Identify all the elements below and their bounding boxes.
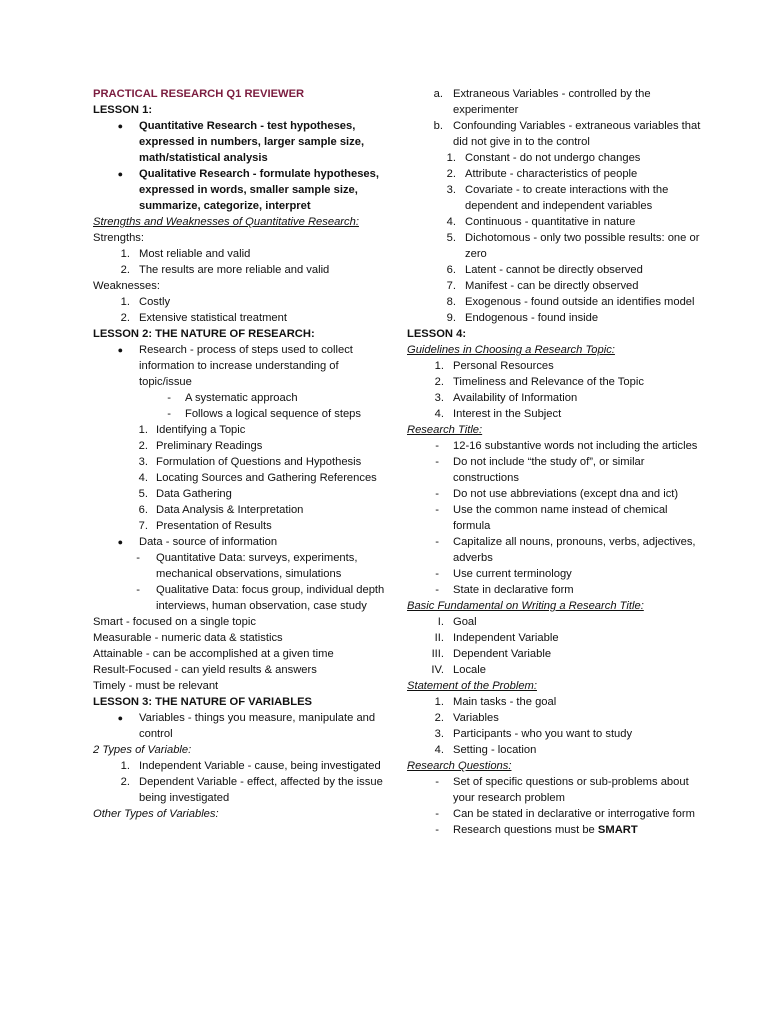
right-column — [407, 86, 707, 838]
text-line — [93, 742, 393, 758]
line-text: Most reliable and valid — [139, 248, 251, 260]
line-text: The results are more reliable and valid — [139, 264, 330, 276]
list-item — [407, 806, 707, 822]
list-marker: - — [136, 552, 140, 564]
list-item — [93, 758, 393, 774]
list-marker: 1. — [446, 152, 456, 164]
list-marker: 1. — [120, 760, 130, 772]
line-text: LESSON 1: — [93, 104, 153, 116]
list-item — [407, 502, 707, 534]
list-item — [407, 374, 707, 390]
list-marker: a. — [433, 88, 443, 100]
list-item — [93, 502, 393, 518]
list-item — [407, 214, 707, 230]
list-item — [93, 406, 393, 422]
line-text: Research Questions: — [407, 760, 512, 772]
list-item — [407, 662, 707, 678]
list-marker: 2. — [434, 712, 444, 724]
line-text: Timely - must be relevant — [93, 680, 219, 692]
list-marker: b. — [433, 120, 443, 132]
list-marker: - — [435, 824, 439, 836]
list-marker: - — [167, 392, 171, 404]
text-line — [93, 662, 393, 678]
line-text: Basic Fundamental on Writing a Research Title: — [407, 600, 644, 612]
line-text: Can be stated in declarative or interrogative form — [453, 808, 695, 820]
line-text: Qualitative Research - formulate hypotheses, expressed in words, smaller sample size, summarize, categorize, interpret — [139, 168, 379, 212]
list-item — [407, 278, 707, 294]
text-line — [93, 694, 393, 710]
list-item — [407, 486, 707, 502]
line-text: Dichotomous - only two possible results: one or zero — [465, 232, 700, 260]
list-marker: - — [435, 488, 439, 500]
line-text: Research questions must be SMART — [453, 824, 638, 836]
list-item — [93, 166, 393, 214]
line-text: Covariate - to create interactions with the dependent and independent variables — [465, 184, 669, 212]
line-text: Data - source of information — [139, 536, 278, 548]
text-line — [407, 422, 707, 438]
line-text: Do not include “the study of”, or similar constructions — [453, 456, 645, 484]
line-text: Measurable - numeric data & statistics — [93, 632, 283, 644]
text-line — [93, 678, 393, 694]
list-item — [407, 294, 707, 310]
line-text: Dependent Variable — [453, 648, 552, 660]
text-line — [93, 86, 393, 102]
list-marker: 5. — [446, 232, 456, 244]
text-line — [407, 326, 707, 342]
list-item — [93, 390, 393, 406]
list-item — [93, 774, 393, 806]
list-marker: - — [435, 568, 439, 580]
line-text: Locale — [453, 664, 486, 676]
list-marker: 4. — [434, 408, 444, 420]
list-marker: 2. — [120, 776, 130, 788]
list-marker: ● — [117, 169, 123, 179]
list-marker: 4. — [446, 216, 456, 228]
list-item — [407, 230, 707, 262]
line-text: Continuous - quantitative in nature — [465, 216, 636, 228]
line-text: Quantitative Data: surveys, experiments, mechanical observations, simulations — [156, 552, 358, 580]
line-text: Do not use abbreviations (except dna and ict) — [453, 488, 679, 500]
text-line — [93, 614, 393, 630]
list-item — [93, 262, 393, 278]
line-text: Follows a logical sequence of steps — [185, 408, 361, 420]
line-text: Goal — [453, 616, 477, 628]
line-text: Setting - location — [453, 744, 537, 756]
list-marker: 1. — [434, 360, 444, 372]
list-marker: 2. — [434, 376, 444, 388]
line-text: Personal Resources — [453, 360, 554, 372]
list-item — [407, 166, 707, 182]
line-text: Constant - do not undergo changes — [465, 152, 641, 164]
line-text: Manifest - can be directly observed — [465, 280, 639, 292]
list-marker: IV. — [431, 664, 444, 676]
line-text: Timeliness and Relevance of the Topic — [453, 376, 644, 388]
list-item — [93, 294, 393, 310]
line-text: Availability of Information — [453, 392, 578, 404]
list-marker: - — [435, 584, 439, 596]
line-text: PRACTICAL RESEARCH Q1 REVIEWER — [93, 88, 305, 100]
line-text: Variables - things you measure, manipulate and control — [139, 712, 376, 740]
list-item — [407, 726, 707, 742]
list-marker: 2. — [120, 264, 130, 276]
list-item — [407, 710, 707, 726]
line-text: Smart - focused on a single topic — [93, 616, 256, 628]
list-item — [93, 582, 393, 614]
list-item — [407, 150, 707, 166]
line-text: A systematic approach — [185, 392, 298, 404]
list-marker: ● — [117, 713, 123, 723]
line-text: Qualitative Data: focus group, individual depth interviews, human observation, case study — [156, 584, 385, 612]
line-text: Interest in the Subject — [453, 408, 562, 420]
list-marker: 3. — [446, 184, 456, 196]
list-item — [93, 534, 393, 550]
list-item — [93, 486, 393, 502]
line-text: 12-16 substantive words not including the articles — [453, 440, 698, 452]
list-marker: - — [435, 504, 439, 516]
line-text: Variables — [453, 712, 499, 724]
list-marker: 2. — [120, 312, 130, 324]
text-line — [407, 678, 707, 694]
left-column — [93, 86, 393, 822]
list-marker: - — [435, 776, 439, 788]
list-item — [407, 118, 707, 150]
list-marker: 7. — [138, 520, 148, 532]
line-text: Participants - who you want to study — [453, 728, 633, 740]
list-marker: 6. — [138, 504, 148, 516]
line-text: 2 Types of Variable: — [93, 744, 192, 756]
list-marker: 4. — [138, 472, 148, 484]
line-text: Strengths and Weaknesses of Quantitative Research: — [93, 216, 359, 228]
line-text: Confounding Variables - extraneous variables that did not give in to the control — [453, 120, 701, 148]
list-item — [93, 454, 393, 470]
list-item — [407, 630, 707, 646]
line-text: State in declarative form — [453, 584, 574, 596]
line-text: Preliminary Readings — [156, 440, 263, 452]
list-marker: - — [435, 456, 439, 468]
text-line — [93, 806, 393, 822]
list-marker: II. — [434, 632, 444, 644]
text-line — [93, 102, 393, 118]
line-text: Set of specific questions or sub-problems about your research problem — [453, 776, 689, 804]
list-item — [407, 742, 707, 758]
list-item — [93, 422, 393, 438]
list-item — [407, 406, 707, 422]
list-marker: - — [435, 808, 439, 820]
list-item — [407, 534, 707, 566]
line-text: Extraneous Variables - controlled by the experimenter — [453, 88, 651, 116]
list-item — [407, 86, 707, 118]
list-item — [407, 310, 707, 326]
list-marker: 1. — [138, 424, 148, 436]
line-text: Other Types of Variables: — [93, 808, 219, 820]
list-item — [93, 310, 393, 326]
list-item — [93, 470, 393, 486]
list-item — [407, 582, 707, 598]
list-marker: 3. — [434, 728, 444, 740]
line-text: Data Analysis & Interpretation — [156, 504, 304, 516]
list-item — [407, 262, 707, 278]
list-marker: III. — [431, 648, 444, 660]
list-item — [407, 438, 707, 454]
list-marker: 1. — [120, 296, 130, 308]
list-item — [93, 710, 393, 742]
line-text: Capitalize all nouns, pronouns, verbs, adjectives, adverbs — [453, 536, 696, 564]
list-marker: 5. — [138, 488, 148, 500]
line-text: Use current terminology — [453, 568, 572, 580]
list-marker: 1. — [120, 248, 130, 260]
text-line — [407, 342, 707, 358]
line-text: Formulation of Questions and Hypothesis — [156, 456, 362, 468]
line-text: Locating Sources and Gathering References — [156, 472, 377, 484]
line-text: Extensive statistical treatment — [139, 312, 287, 324]
list-marker: 6. — [446, 264, 456, 276]
line-text: Data Gathering — [156, 488, 232, 500]
list-marker: 4. — [434, 744, 444, 756]
text-line — [407, 758, 707, 774]
text-line — [93, 326, 393, 342]
list-marker: 9. — [446, 312, 456, 324]
list-marker: 8. — [446, 296, 456, 308]
line-text: Dependent Variable - effect, affected by the issue being investigated — [139, 776, 383, 804]
list-item — [407, 566, 707, 582]
line-text: Strengths: — [93, 232, 144, 244]
list-item — [407, 454, 707, 486]
list-marker: - — [136, 584, 140, 596]
line-text: Latent - cannot be directly observed — [465, 264, 643, 276]
emphasis: SMART — [597, 824, 638, 836]
list-item — [93, 518, 393, 534]
line-text: LESSON 4: — [407, 328, 467, 340]
line-text: Exogenous - found outside an identifies model — [465, 296, 695, 308]
line-text: Use the common name instead of chemical formula — [453, 504, 668, 532]
list-item — [407, 614, 707, 630]
list-marker: 3. — [138, 456, 148, 468]
text-line — [93, 230, 393, 246]
line-text: Costly — [139, 296, 171, 308]
list-item — [93, 550, 393, 582]
text-line — [93, 630, 393, 646]
line-text: Identifying a Topic — [156, 424, 246, 436]
list-item — [407, 358, 707, 374]
list-item — [407, 822, 707, 838]
list-item — [93, 118, 393, 166]
line-text: Statement of the Problem: — [407, 680, 537, 692]
list-marker: I. — [437, 616, 444, 628]
line-text: Attribute - characteristics of people — [465, 168, 638, 180]
line-text: Attainable - can be accomplished at a given time — [93, 648, 334, 660]
line-text: Independent Variable - cause, being investigated — [139, 760, 381, 772]
list-marker: ● — [117, 345, 123, 355]
text-line — [407, 598, 707, 614]
list-item — [407, 694, 707, 710]
list-item — [93, 438, 393, 454]
list-marker: 2. — [446, 168, 456, 180]
list-marker: 2. — [138, 440, 148, 452]
list-marker: - — [435, 440, 439, 452]
list-item — [407, 390, 707, 406]
list-item — [93, 342, 393, 390]
line-text: Guidelines in Choosing a Research Topic: — [407, 344, 615, 356]
list-marker: - — [167, 408, 171, 420]
line-text: Research Title: — [407, 424, 483, 436]
line-text: Independent Variable — [453, 632, 559, 644]
text-line — [93, 214, 393, 230]
list-item — [407, 646, 707, 662]
line-text: Endogenous - found inside — [465, 312, 599, 324]
list-marker: 7. — [446, 280, 456, 292]
list-marker: ● — [117, 121, 123, 131]
line-text: LESSON 3: THE NATURE OF VARIABLES — [93, 696, 312, 708]
list-item — [407, 774, 707, 806]
list-marker: - — [435, 536, 439, 548]
line-text: Weaknesses: — [93, 280, 160, 292]
line-text: Quantitative Research - test hypotheses, expressed in numbers, larger sample size, math/statistical analysis — [139, 120, 365, 164]
list-item — [407, 182, 707, 214]
list-item — [93, 246, 393, 262]
text-line — [93, 278, 393, 294]
list-marker: 1. — [434, 696, 444, 708]
line-text: Presentation of Results — [156, 520, 272, 532]
text-line — [93, 646, 393, 662]
line-text: Research - process of steps used to collect information to increase understanding of topic/issue — [139, 344, 353, 388]
line-text: LESSON 2: THE NATURE OF RESEARCH: — [93, 328, 315, 340]
line-text: Result-Focused - can yield results & answers — [93, 664, 317, 676]
list-marker: ● — [117, 537, 123, 547]
list-marker: 3. — [434, 392, 444, 404]
line-text: Main tasks - the goal — [453, 696, 557, 708]
